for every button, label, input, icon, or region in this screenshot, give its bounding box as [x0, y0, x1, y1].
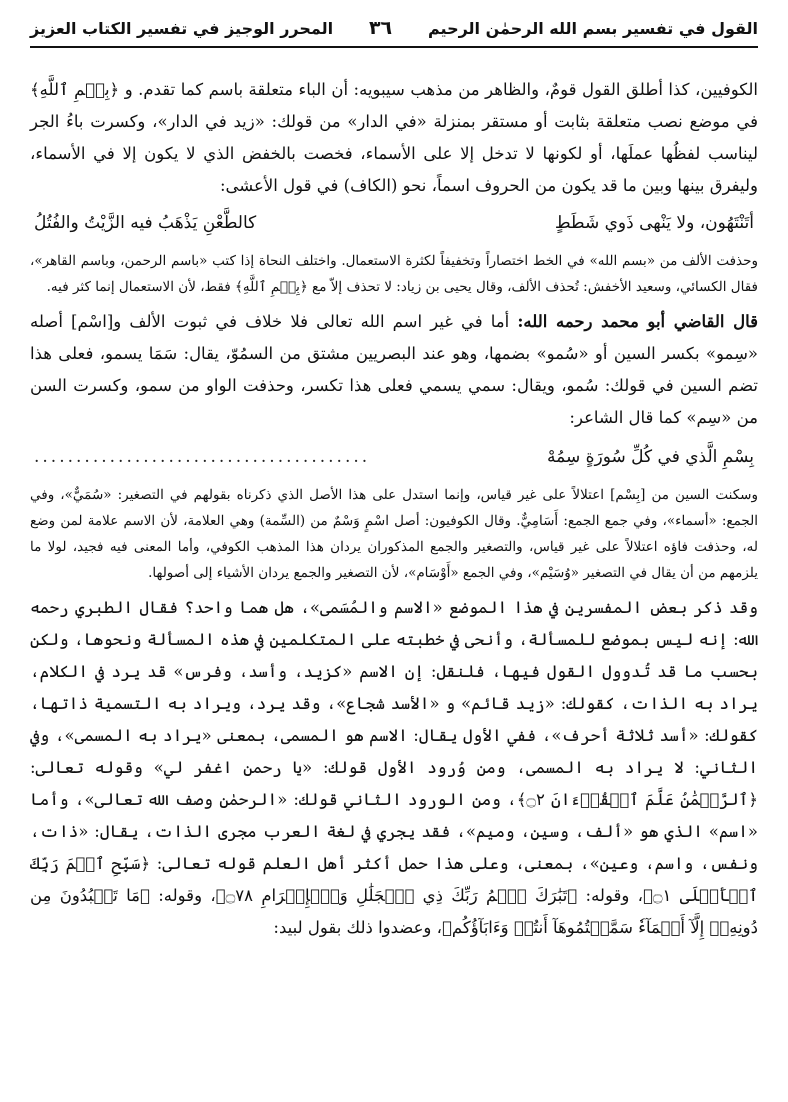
note-1: وحذفت الألف من «بسم الله» في الخط اختصاراً وتخفيفاً لكثرة الاستعمال. واختلف النحاة إذا كتب «باسم الرحمن، وباسم القاهر»، فقال الكسائي، وسعيد الأخفش: تُحذف الألف، وقال يحيى بن زياد: لا تحذف إلاّ مع ﴿بِسۡمِ ٱللَّهِ﴾ فقط، لأن الاستعمال إنما كثر فيه.: [30, 253, 758, 295]
paragraph-3: وقد ذكر بعض المفسرين في هذا الموضع «الاسم والمُسَمى»، هل هما واحد؟ فقال الطبري رحمه الله: إنه ليس بموضع للمسألة، وأنحى في خطبته على المتكلمين في هذه المسألة ونحوها، ولكن بحسب ما قد تُدوول القول فيها، فلنقل: إن الاسم «كزيد، وأسد، وفرس» قد يرد في الكلام، يراد به الذات، كقولك: «زيد قائم» و «الأسد شجاع»، وقد يرد، ويراد به التسمية ذاتها، كقولك: «أسد ثلاثة أحرف»، ففي الأول يقال: الاسم هو المسمى، بمعنى «يراد به المسمى»، وفي الثاني: لا يراد به المسمى، ومن وُرود الأول قولك: «يا رحمن اغفر لي» وقوله تعالى: ﴿ٱلرَّحۡمَٰنُ عَلَّمَ ٱلۡقُرۡءَانَ ۝٢﴾، ومن الورود الثاني قولك: «الرحمٰن وصف الله تعالى»، وأما «اسم» الذي هو «ألف، وسين، وميم»، فقد يجري في لغة العرب مجرى الذات، يقال: «ذات، ونفس، واسم، وعين»، بمعنى، وعلى هذا حمل أكثر أهل العلم قوله تعالى: ﴿سَبِّحِ ٱسۡمَ رَبِّكَ ٱلۡأَعۡلَى ۝١﴾، وقوله: ﴿تَبَٰرَكَ ٱسۡمُ رَبِّكَ ذِي ٱلۡجَلَٰلِ وَٱلۡإِكۡرَامِ ۝٧٨﴾، وقوله: ﴿مَا تَعۡبُدُونَ مِن دُونِهِۦٓ إِلَّآ أَسۡمَآءٗ سَمَّيۡتُمُوهَآ أَنتُمۡ وَءَابَآؤُكُم﴾، وعضدوا ذلك بقول لبيد:: [30, 598, 758, 937]
page-number: ٣٦: [368, 17, 393, 39]
paragraph-2-text: أما في غير اسم الله تعالى فلا خلاف في ثبوت الألف و[اسْم] أصله «سِمو» بكسر السين أو «سُمو» بضمها، وهو عند البصريين مشتق من السمُوّ، يقال: سَمَا يسمو، فعلى هذا تضم السين في قولك: سُمو، ويقال: سمي يسمي فعلى هذا تكسر، وحذفت الواو من سمو، وكسرت السن من «سِم» كما قال الشاعر:: [30, 312, 758, 427]
verse-2-second-hemistich: ........................................: [34, 447, 371, 467]
header-right-title: القول في تفسير بسم الله الرحمٰن الرحيم: [427, 18, 758, 38]
verse-1-second-hemistich: كالطَّعْنِ يَذْهَبُ فيه الزَّيْتُ والفُتُلُ: [34, 213, 257, 233]
verse-2-first-hemistich: بِسْمِ الَّذي في كُلِّ سُورَةٍ سِمُهْ: [547, 447, 754, 467]
paragraph-2-lead: قال القاضي أبو محمد رحمه الله:: [517, 312, 759, 331]
header-left-title: المحرر الوجيز في تفسير الكتاب العزيز: [30, 18, 334, 38]
running-header: [30, 10, 758, 48]
paragraph-1: الكوفيين، كذا أطلق القول قومٌ، والظاهر من مذهب سيبويه: أن الباء متعلقة باسم كما تقدم. و ﴿بِسۡمِ ٱللَّهِ﴾ في موضع نصب متعلقة بثابت أو مستقر بمنزلة «في الدار» من قولك: «زيد في الدار»، وكسرت باءُ الجر ليناسب لفظُها عملَها، أو لكونها لا تدخل إلا على الأسماء، فخصت بالخفض الذي لا يكون إلا في الأسماء، وليفرق بينها وبين ما قد يكون من الحروف اسماً، نحو (الكاف) في قول الأعشى:: [30, 80, 758, 195]
verse-1-first-hemistich: أتَنْتَهُون، ولا يَنْهى ذَوي شَطَطٍ: [554, 213, 754, 233]
verse-2: [30, 438, 758, 476]
paragraph-2: [30, 306, 758, 434]
note-2: وسكنت السين من [بِسْم] اعتلالاً على غير قياس، وإنما استدل على هذا الأصل الذي ذكرناه بقولهم في التصغير: «سُمَيٌّ»، وفي الجمع: «أسماء»، وفي جمع الجمع: أَسَامِيٌّ. وقال الكوفيون: أصل اسْمٍ وَسْمٌ من (السِّمة) وهي العلامة، لأن الاسم علامة لمن وضع له، وحذفت فاؤه اعتلالاً على غير قياس، والتصغير والجمع المذكوران يردان هذا المذهب الكوفي، وأما المعنى فيه فجيد، لولا ما يلزمهم من أن يقال في التصغير «وُسَيْم»، وفي الجمع «أَوْسَام»، لأن التصغير والجمع يردان الأشياء إلى أصولها.: [30, 487, 758, 581]
verse-1: [30, 204, 758, 242]
